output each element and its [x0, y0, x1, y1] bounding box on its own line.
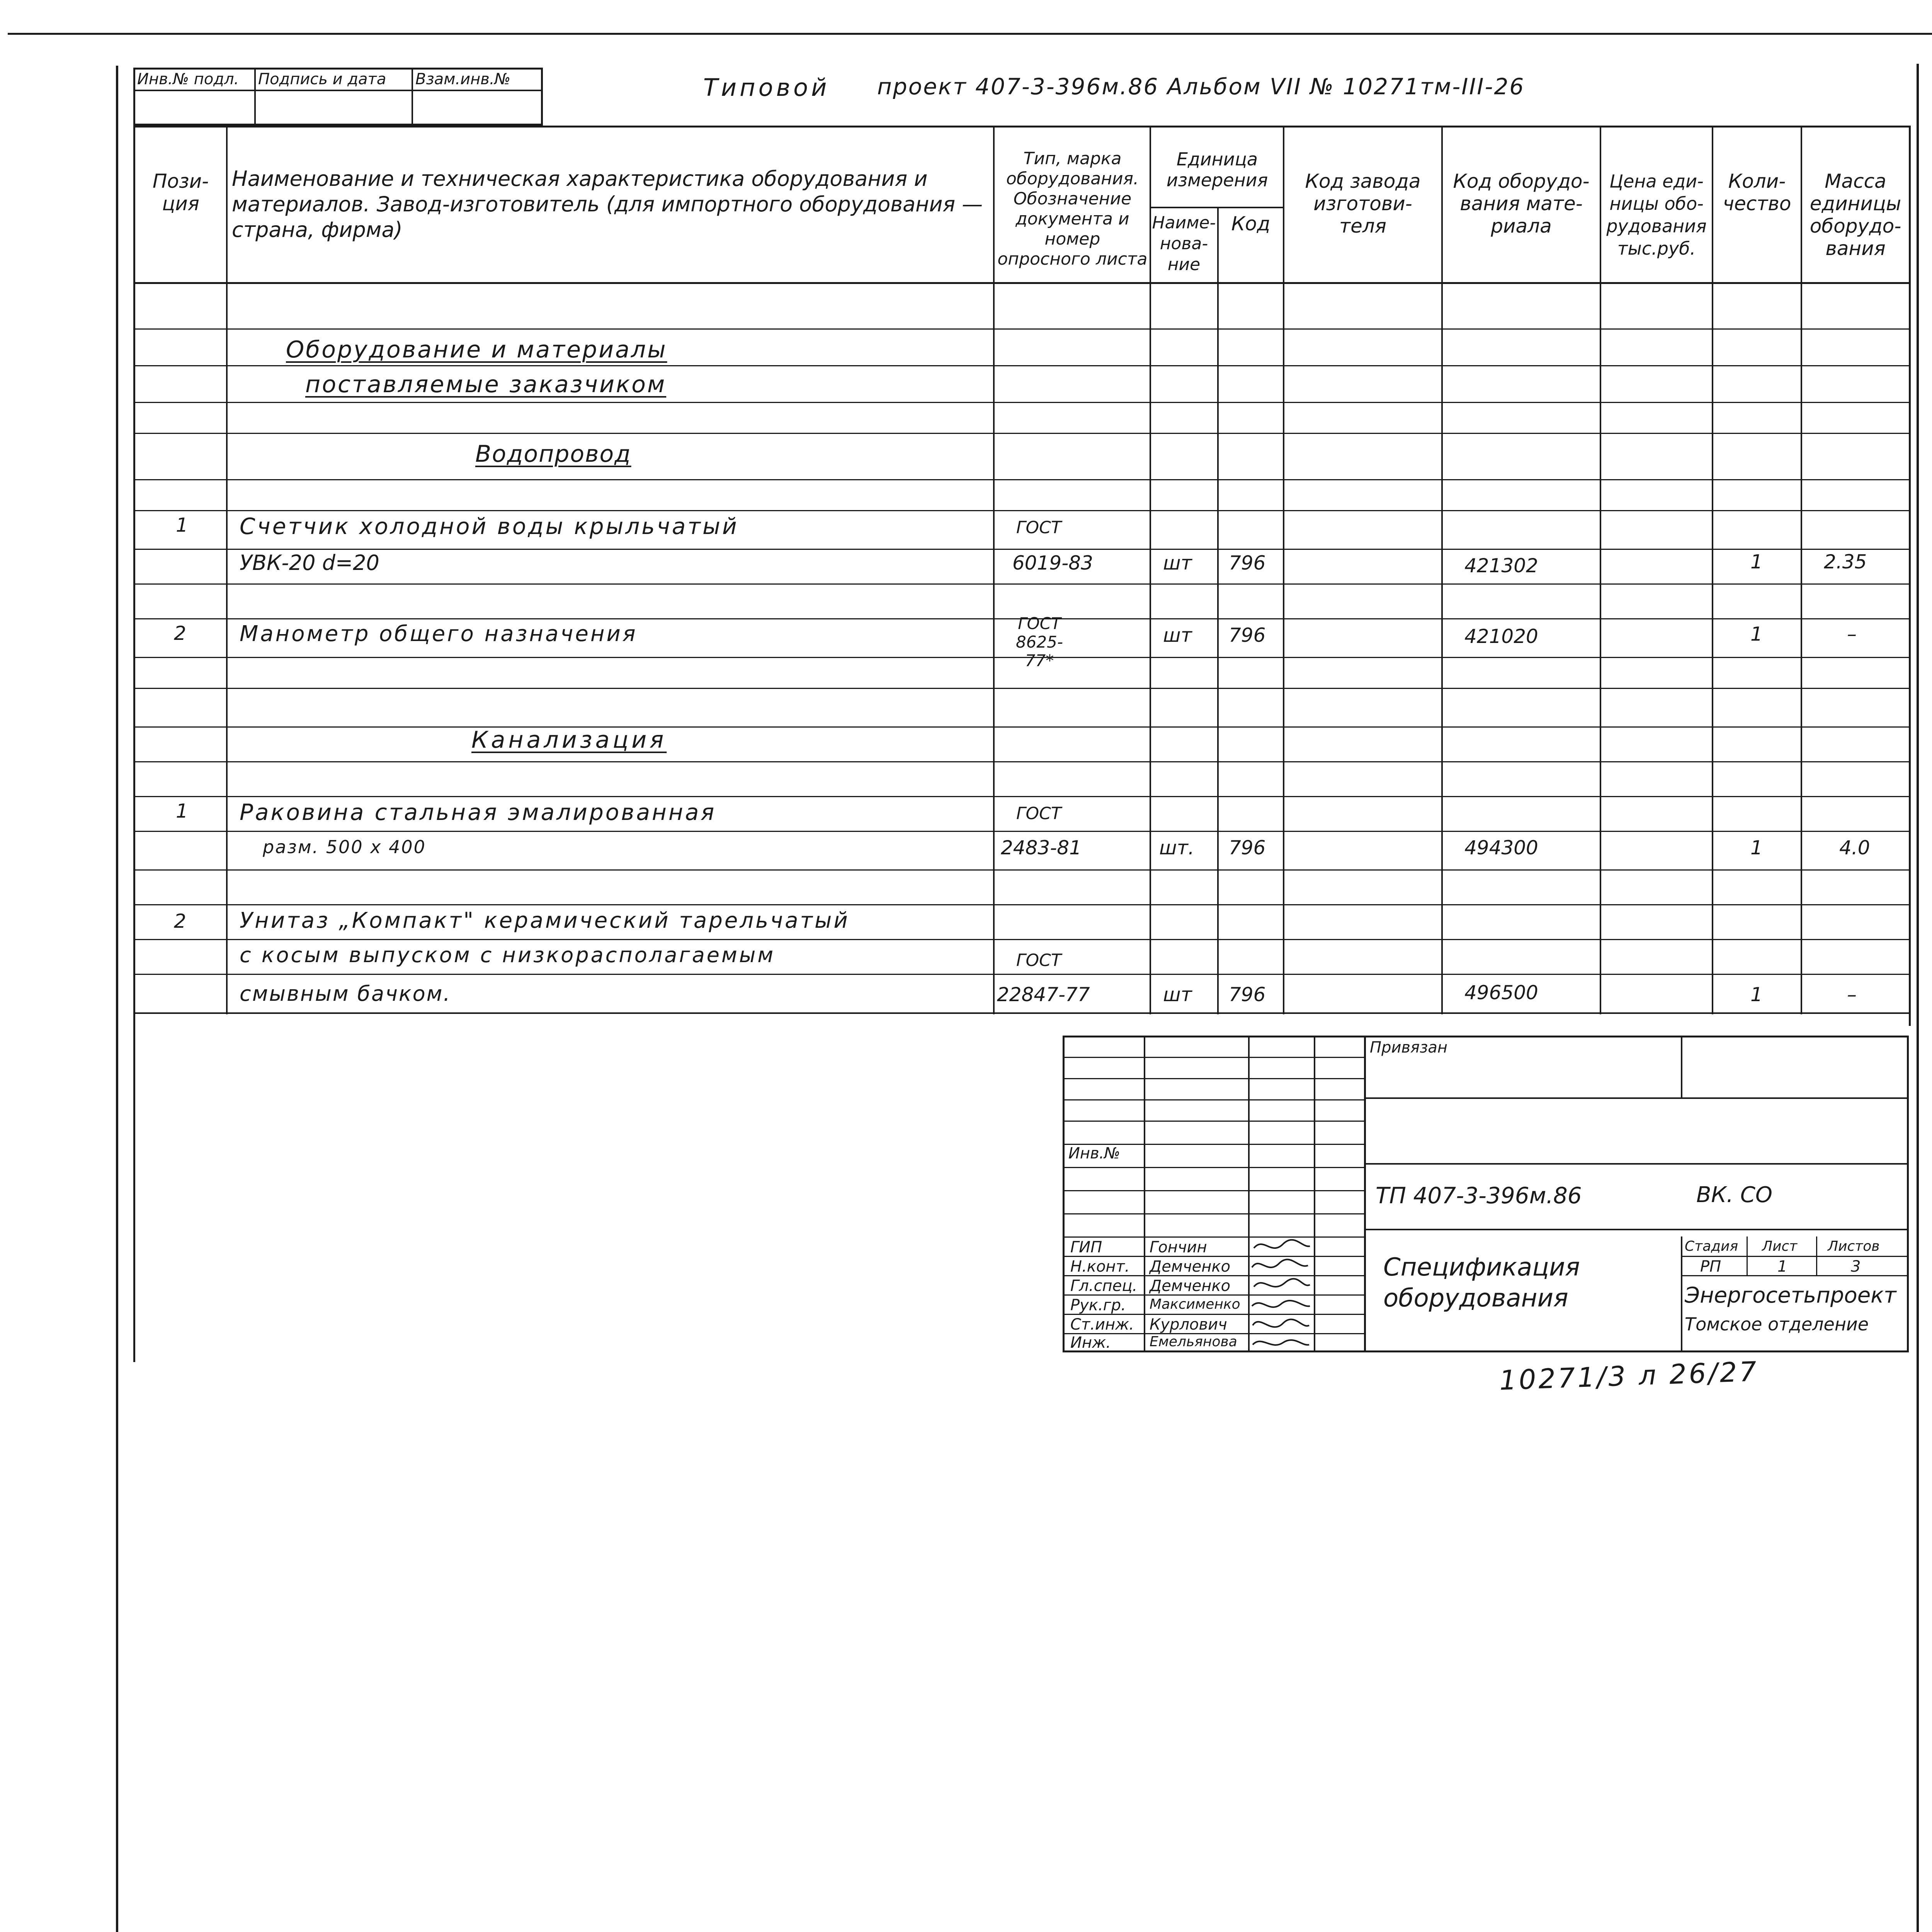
corner-div-2 [412, 68, 413, 126]
stamp-vline [1144, 1036, 1145, 1352]
doc-title-prefix: Типовой [703, 73, 830, 102]
table-left [133, 126, 135, 1362]
row-name: Унитаз „Компакт" керамический тарельчатый [240, 908, 850, 933]
col-header-price: Цена еди- ницы обо- рудования тыс.руб. [1606, 171, 1707, 259]
col-div-2 [993, 126, 995, 1014]
col-header-qty: Коли- чество [1723, 170, 1791, 215]
row-pos: 1 [176, 514, 188, 536]
corner-div-h [133, 90, 543, 91]
col-header-maker-code: Код завода изготови- теля [1305, 170, 1421, 237]
row-unit: шт. [1159, 837, 1194, 859]
row-line [133, 583, 1911, 585]
row-code: 796 [1229, 552, 1266, 574]
section-heading-sub: поставляемые заказчиком [305, 371, 667, 398]
stamp-name: Демченко [1150, 1277, 1231, 1295]
row-qty: 1 [1750, 983, 1763, 1006]
row-equip: 421302 [1464, 554, 1538, 577]
row-line [133, 688, 1911, 689]
stamp-hline [1063, 1167, 1364, 1168]
frame-left [116, 66, 118, 1932]
section-heading-sewer: Канализация [471, 726, 667, 753]
col-div-7 [1600, 126, 1601, 1014]
col-header-mass: Масса единицы оборудо- вания [1810, 170, 1901, 260]
signature-scribble [1254, 1240, 1310, 1248]
unit-group-divider [1150, 207, 1283, 208]
row-pos: 1 [176, 800, 188, 822]
stamp-hline [1063, 1256, 1364, 1257]
row-name: с косым выпуском с низкорасполагаемым [240, 943, 776, 967]
stamp-vline [1681, 1236, 1682, 1352]
row-line [133, 796, 1911, 797]
row-equip: 494300 [1464, 837, 1538, 859]
col-div-4 [1217, 207, 1219, 1014]
row-type: ГОСТ [1016, 951, 1061, 970]
section-heading-water: Водопровод [475, 440, 631, 468]
row-name: смывным бачком. [240, 981, 451, 1006]
stamp-role: ГИП [1070, 1238, 1102, 1256]
stamp-sheets: 3 [1851, 1258, 1861, 1276]
corner-label-replace: Взам.инв.№ [415, 70, 511, 88]
frame-right [1917, 64, 1919, 1932]
row-name: УВК-20 d=20 [240, 551, 379, 575]
row-line [133, 939, 1911, 940]
stamp-mark: ВК. СО [1696, 1182, 1772, 1208]
stamp-org-branch: Томское отделение [1685, 1314, 1869, 1335]
col-div-6 [1441, 126, 1443, 1014]
row-type: ГОСТ [1016, 518, 1061, 537]
col-header-unit-code: Код [1231, 213, 1270, 235]
col-div-9 [1801, 126, 1802, 1014]
stamp-hline [1364, 1229, 1909, 1230]
row-equip: 421020 [1464, 625, 1538, 648]
archive-number-top: 10271/3 л 26/27 [1498, 1355, 1760, 1396]
stamp-role: Н.конт. [1070, 1258, 1130, 1276]
table-right [1909, 126, 1911, 1026]
stamp-title: Спецификация оборудования [1383, 1253, 1580, 1313]
stamp-name: Демченко [1150, 1258, 1231, 1276]
row-unit: шт [1163, 983, 1192, 1006]
stamp-hline [1063, 1213, 1364, 1214]
col-div-3 [1150, 126, 1151, 1014]
table-body-bottom [133, 1012, 1911, 1014]
row-mass: – [1847, 623, 1857, 645]
row-unit: шт [1163, 624, 1192, 646]
row-name: разм. 500 x 400 [263, 837, 426, 857]
row-name: Раковина стальная эмалированная [240, 799, 716, 825]
stamp-hline [1063, 1236, 1364, 1238]
row-code: 796 [1229, 624, 1266, 646]
col-header-unit-group: Единица измерения [1166, 149, 1268, 190]
row-type: ГОСТ [1016, 804, 1061, 823]
stamp-vline [1681, 1036, 1682, 1097]
row-qty: 1 [1750, 837, 1763, 859]
row-code: 796 [1229, 983, 1266, 1006]
row-type: 2483-81 [1001, 837, 1082, 859]
corner-div-1 [254, 68, 256, 126]
row-pos: 2 [174, 910, 186, 932]
row-line [133, 433, 1911, 434]
col-div-1 [226, 126, 228, 1014]
table-top [133, 126, 1911, 128]
stamp-sheets-label: Листов [1828, 1238, 1880, 1254]
row-code: 796 [1229, 837, 1266, 859]
row-type: 22847-77 [997, 983, 1090, 1006]
row-line [133, 904, 1911, 905]
row-line [133, 761, 1911, 762]
row-line [133, 328, 1911, 330]
stamp-hline [1364, 1097, 1909, 1099]
signature-scribble [1254, 1279, 1310, 1287]
row-line [133, 726, 1911, 728]
signature-scribble [1252, 1260, 1308, 1267]
signatures [1248, 1233, 1314, 1352]
stamp-inv-label: Инв.№ [1068, 1145, 1120, 1162]
stamp-org: Энергосетьпроект [1685, 1283, 1896, 1308]
row-type: 6019-83 [1012, 552, 1093, 574]
stamp-stage-label: Стадия [1685, 1238, 1738, 1254]
doc-title: проект 407-3-396м.86 Альбом VII № 10271тм-III-26 [877, 73, 1525, 100]
row-line [133, 869, 1911, 871]
signature-scribble [1253, 1320, 1309, 1327]
stamp-hline [1063, 1057, 1364, 1058]
signature-scribble [1253, 1340, 1309, 1345]
corner-label-inv: Инв.№ подл. [137, 70, 239, 88]
header-bottom [133, 282, 1911, 284]
stamp-hline [1063, 1078, 1364, 1079]
stamp-hline [1063, 1099, 1364, 1100]
stamp-name: Гончин [1150, 1238, 1207, 1256]
row-name: Манометр общего назначения [240, 621, 638, 646]
row-line [133, 479, 1911, 480]
col-header-unit-name: Наиме- нова- ние [1152, 213, 1216, 274]
top-cut-line [8, 33, 1932, 35]
signature-scribble [1252, 1301, 1310, 1307]
stamp-name: Емельянова [1150, 1334, 1237, 1350]
col-header-name: Наименование и техническая характеристика оборудования и материалов. Завод-изготовитель (для импортного оборудования — страна, фирма) [232, 167, 983, 242]
row-mass: – [1847, 983, 1857, 1006]
stamp-stage: РП [1700, 1258, 1721, 1276]
stamp-vline [1314, 1036, 1315, 1352]
col-header-type: Тип, марка оборудования. Обозначение документа и номер опросного листа [997, 149, 1148, 269]
stamp-role: Ст.инж. [1070, 1316, 1134, 1333]
row-unit: шт [1163, 552, 1192, 574]
col-header-equip-code: Код оборудо- вания мате- риала [1453, 170, 1590, 237]
row-mass: 4.0 [1839, 837, 1870, 859]
stamp-privyazan: Привязан [1370, 1039, 1448, 1056]
stamp-sheet-label: Лист [1762, 1238, 1798, 1254]
stamp-name: Максименко [1150, 1296, 1240, 1312]
row-line [133, 974, 1911, 975]
row-line [133, 402, 1911, 403]
row-mass: 2.35 [1824, 551, 1867, 573]
stamp-role: Гл.спец. [1070, 1277, 1138, 1295]
stamp-role: Инж. [1070, 1334, 1111, 1352]
stamp-hline [1063, 1121, 1364, 1122]
row-pos: 2 [174, 622, 186, 645]
row-line [133, 549, 1911, 550]
row-name: Счетчик холодной воды крыльчатый [240, 513, 739, 539]
stamp-hline [1681, 1256, 1909, 1257]
corner-label-signature: Подпись и дата [258, 70, 386, 88]
stamp-hline [1364, 1163, 1909, 1165]
stamp-hline [1063, 1190, 1364, 1191]
section-heading-main: Оборудование и материалы [286, 336, 667, 363]
stamp-role: Рук.гр. [1070, 1296, 1126, 1314]
row-line [133, 831, 1911, 832]
stamp-sheet: 1 [1777, 1258, 1787, 1276]
row-line [133, 510, 1911, 511]
row-qty: 1 [1750, 623, 1763, 645]
col-header-pos: Пози- ция [152, 170, 209, 215]
stamp-doc-code: ТП 407-3-396м.86 [1376, 1182, 1582, 1209]
stamp-name: Курлович [1150, 1316, 1227, 1333]
row-line [133, 365, 1911, 366]
row-equip: 496500 [1464, 981, 1538, 1004]
col-div-5 [1283, 126, 1284, 1014]
row-type: ГОСТ 8625-77* [1015, 614, 1063, 670]
col-div-8 [1712, 126, 1713, 1014]
stamp-vline [1364, 1036, 1366, 1352]
row-qty: 1 [1750, 551, 1763, 573]
stamp-line [1063, 1350, 1909, 1352]
